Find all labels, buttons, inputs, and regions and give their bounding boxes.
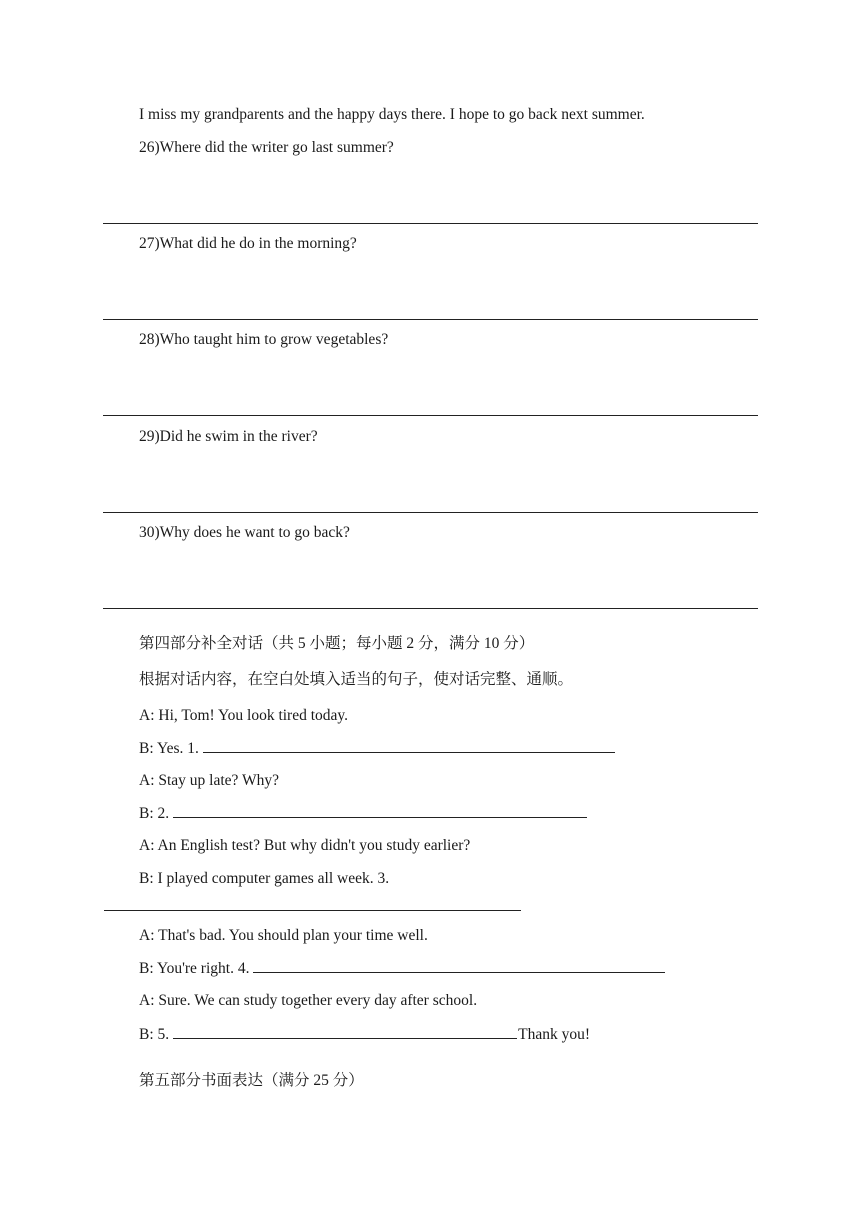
blank-4[interactable]: [253, 958, 665, 973]
dialogue-line-9: A: Sure. We can study together every day after school.: [139, 992, 478, 1009]
part4-heading: 第四部分补全对话（共 5 小题；每小题 2 分，满分 10 分）: [139, 635, 535, 652]
dialogue-line-10-text: B: 5.: [139, 1026, 170, 1043]
answer-line-30[interactable]: [103, 608, 758, 609]
blank-3[interactable]: [104, 910, 521, 911]
dialogue-line-7: A: That's bad. You should plan your time well.: [139, 927, 428, 944]
question-28: 28)Who taught him to grow vegetables?: [139, 331, 389, 348]
blank-2[interactable]: [173, 803, 587, 818]
answer-line-29[interactable]: [103, 512, 758, 513]
dialogue-line-10: [139, 1024, 590, 1045]
question-30: 30)Why does he want to go back?: [139, 524, 350, 541]
dialogue-line-5: A: An English test? But why didn't you study earlier?: [139, 837, 471, 854]
part4-instruction: 根据对话内容，在空白处填入适当的句子，使对话完整、通顺。: [139, 671, 574, 688]
dialogue-line-2: [139, 738, 615, 759]
dialogue-line-3: A: Stay up late? Why?: [139, 772, 280, 789]
dialogue-line-4: [139, 803, 587, 824]
dialogue-line-1: A: Hi, Tom! You look tired today.: [139, 707, 349, 724]
dialogue-line-8: [139, 958, 665, 979]
dialogue-line-6: B: I played computer games all week. 3.: [139, 870, 390, 887]
dialogue-line-2-text: B: Yes. 1.: [139, 740, 199, 757]
answer-line-28[interactable]: [103, 415, 758, 416]
dialogue-line-4-text: B: 2.: [139, 805, 170, 822]
answer-line-26[interactable]: [103, 223, 758, 224]
passage-last-line: I miss my grandparents and the happy days there. I hope to go back next summer.: [139, 106, 645, 123]
blank-1[interactable]: [203, 738, 615, 753]
question-27: 27)What did he do in the morning?: [139, 235, 357, 252]
blank-5[interactable]: [173, 1024, 517, 1039]
dialogue-line-8-text: B: You're right. 4.: [139, 960, 250, 977]
question-26: 26)Where did the writer go last summer?: [139, 139, 394, 156]
dialogue-line-10-after: Thank you!: [518, 1026, 591, 1043]
question-29: 29)Did he swim in the river?: [139, 428, 318, 445]
part5-heading: 第五部分书面表达（满分 25 分）: [139, 1072, 364, 1089]
answer-line-27[interactable]: [103, 319, 758, 320]
